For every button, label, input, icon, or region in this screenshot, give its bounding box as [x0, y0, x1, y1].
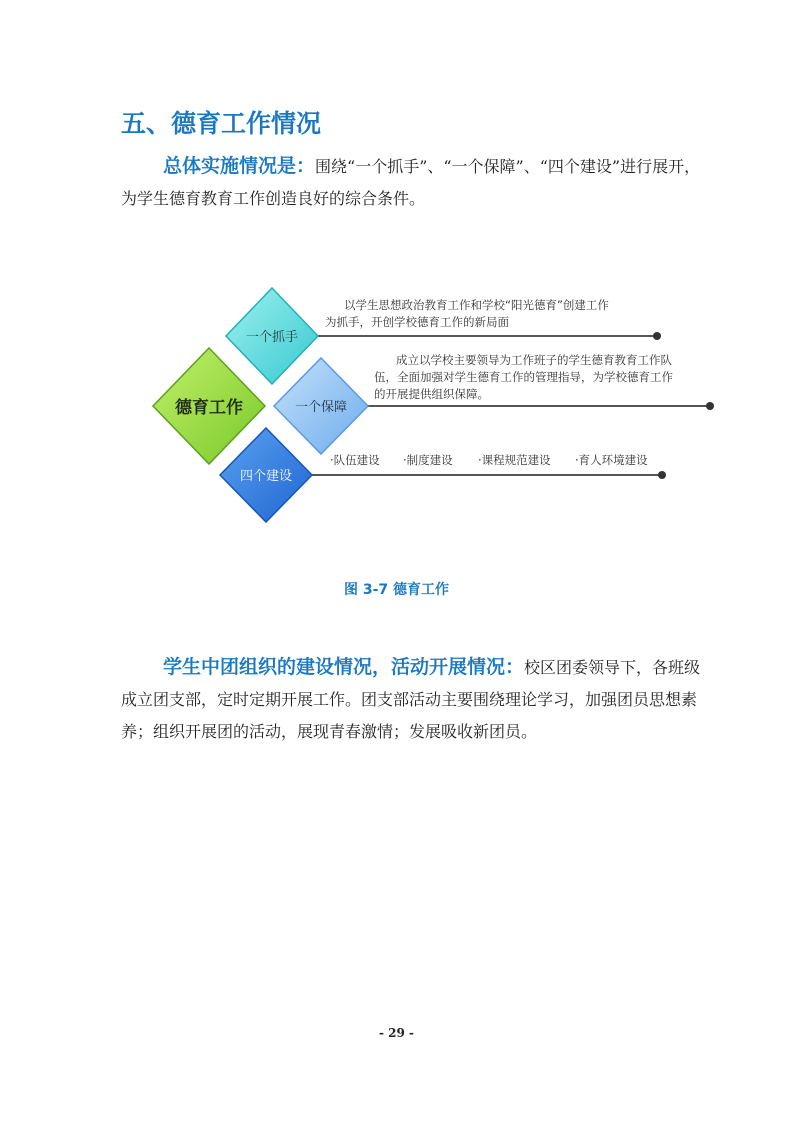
league-text: 校区团委领导下，各班级成立团支部，定时定期开展工作。团支部活动主要围绕理论学习，加强团员思想素养；组织开展团的活动，展现青春激情；发展吸收新团员。: [121, 658, 701, 741]
branch1-desc-line: 为抓手，开创学校德育工作的新局面: [325, 315, 509, 329]
moral-education-diagram: [0, 0, 793, 560]
league-paragraph: [121, 651, 701, 748]
branch3-item: ·课程规范建设: [478, 453, 551, 467]
overview-text: 围绕“一个抓手”、“一个保障”、“四个建设”进行展开，为学生德育教育工作创造良好的综合条件。: [121, 157, 701, 208]
branch3-item: ·育人环境建设: [575, 453, 648, 467]
branch2-label: 一个保障: [294, 400, 348, 415]
branch3-item: ·制度建设: [403, 453, 453, 467]
branch2-line-end: [706, 402, 714, 410]
branch2-desc-line: 成立以学校主要领导为工作班子的学生德育教育工作队: [396, 353, 672, 367]
branch1-line-end: [653, 332, 661, 340]
branch1-label: 一个抓手: [245, 330, 299, 345]
section-title: 五、德育工作情况: [121, 109, 322, 138]
figure-caption: 图 3-7 德育工作: [343, 582, 450, 598]
branch2-desc-line: 伍，全面加强对学生德育工作的管理指导，为学校德育工作: [374, 370, 673, 384]
branch3-line-end: [658, 471, 666, 479]
branch3-item: ·队伍建设: [330, 453, 380, 467]
overview-lead: 总体实施情况是：: [163, 155, 316, 177]
league-lead: 学生中团组织的建设情况，活动开展情况：: [163, 656, 525, 678]
branch2-desc-line: 的开展提供组织保障。: [374, 387, 489, 401]
center-label: 德育工作: [175, 398, 243, 418]
branch3-label: 四个建设: [239, 469, 293, 484]
page-number: - 29 -: [378, 1026, 414, 1040]
branch1-desc-line: 以学生思想政治教育工作和学校“阳光德育”创建工作: [344, 298, 609, 312]
